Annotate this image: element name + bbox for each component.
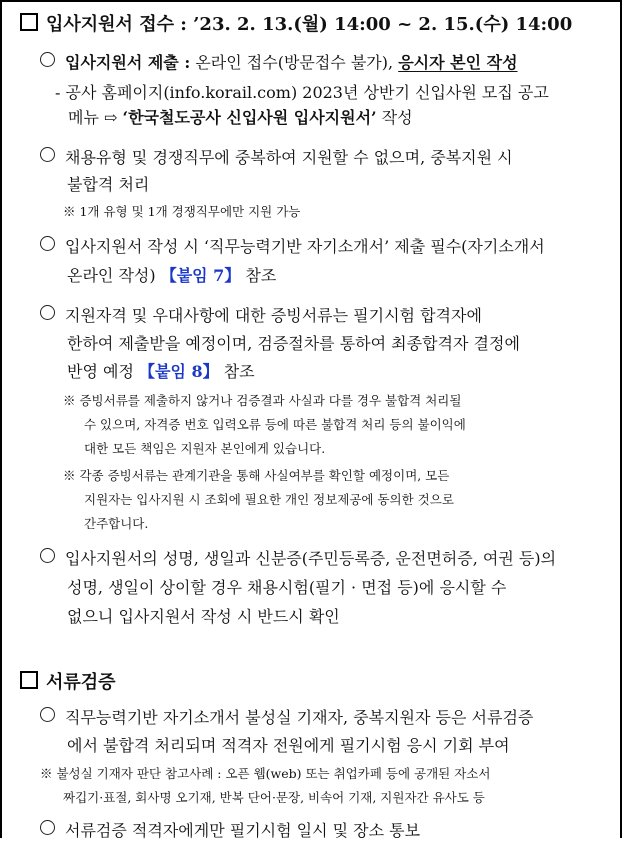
documents-note1-line3: 대한 모든 책임은 지원자 본인에게 있습니다. (84, 441, 326, 456)
documents-note2-line3: 간주합니다. (84, 516, 149, 531)
circle-bullet-icon (40, 52, 55, 67)
duplicate-line2: 불합격 처리 (67, 175, 150, 194)
screening-line2: 에서 불합격 처리되며 적격자 전원에게 필기시험 응시 기회 부여 (67, 736, 510, 755)
circle-bullet-icon (40, 305, 55, 320)
submission-sub-line1: - 공사 홈페이지(info.korail.com) 2023년 상반기 신입사원 모집 공고 (55, 83, 549, 102)
screening-line1: 직무능력기반 자기소개서 불성실 기재자, 중복지원자 등은 서류검증 (65, 708, 534, 727)
checkbox-square-icon (20, 13, 38, 31)
section1-title (20, 10, 572, 36)
documents-line1: 지원자격 및 우대사항에 대한 증빙서류는 필기시험 합격자에 (65, 306, 482, 325)
self-intro-line2 (67, 263, 276, 286)
sub-line2-prefix: 메뉴 ⇨ (68, 108, 123, 127)
documents-note2-line2: 지원자는 입사지원 시 조회에 필요한 개인 정보제공에 동의한 것으로 (84, 492, 454, 507)
screening-note-line1: ※ 불성실 기재자 판단 참고사례 : 오픈 웹(web) 또는 취업카페 등에 공개된 자소서 (40, 766, 491, 781)
documents-note1-line1: ※ 증빙서류를 제출하지 않거나 검증결과 사실과 다를 경우 불합격 처리될 (63, 393, 462, 408)
bullet-submission (40, 50, 518, 73)
submission-emphasis: 응시자 본인 작성 (398, 53, 518, 72)
identity-line2: 성명, 생일이 상이할 경우 채용시험(필기 · 면접 등)에 응시할 수 (67, 578, 507, 597)
notification-line1: 서류검증 적격자에게만 필기시험 일시 및 장소 통보 (65, 821, 421, 840)
bullet-identity (40, 546, 556, 569)
submission-text: 온라인 접수(방문접수 불가), (190, 53, 399, 72)
application-form-name: ‘한국철도공사 신입사원 입사지원서’ (122, 108, 377, 127)
bullet-self-intro (40, 234, 545, 257)
submission-label: 입사지원서 제출 : (65, 53, 191, 72)
self-intro-line2-prefix: 온라인 작성) (67, 266, 161, 285)
circle-bullet-icon (40, 707, 55, 722)
self-intro-line2-suffix: 참조 (240, 266, 277, 285)
circle-bullet-icon (40, 236, 55, 251)
screening-note-line2: 짜깁기·표절, 회사명 오기재, 반복 단어·문장, 비속어 기재, 지원자간 유사도 등 (63, 790, 485, 805)
bullet-duplicate (40, 145, 513, 168)
documents-line3-suffix: 참조 (218, 362, 255, 381)
attachment-8-link: 【붙임 8】 (139, 362, 219, 381)
documents-note1-line2: 수 있으며, 자격증 번호 입력오류 등에 따른 불합격 처리 등의 불이익에 (84, 417, 466, 432)
submission-sub-line2 (68, 105, 413, 128)
circle-bullet-icon (40, 820, 55, 835)
bullet-documents (40, 303, 482, 326)
circle-bullet-icon (40, 548, 55, 563)
documents-line3 (67, 359, 255, 382)
checkbox-square-icon (20, 671, 38, 689)
duplicate-note: ※ 1개 유형 및 1개 경쟁직무에만 지원 가능 (63, 204, 301, 219)
attachment-7-link: 【붙임 7】 (160, 266, 241, 285)
circle-bullet-icon (40, 147, 55, 162)
bullet-screening (40, 705, 533, 728)
documents-note2-line1: ※ 각종 증빙서류는 관계기관을 통해 사실여부를 확인할 예정이며, 모든 (63, 468, 450, 483)
section2-title-text: 서류검증 (46, 672, 116, 693)
documents-line3-prefix: 반영 예정 (67, 362, 139, 381)
self-intro-line1: 입사지원서 작성 시 ‘직무능력기반 자기소개서’ 제출 필수(자기소개서 (65, 237, 545, 256)
documents-line2: 한하여 제출받을 예정이며, 검증절차를 통하여 최종합격자 결정에 (67, 334, 520, 353)
section1-title-text: 입사지원서 접수 : ’23. 2. 13.(월) 14:00 ~ 2. 15.(수) 14:00 (46, 14, 573, 35)
identity-line3: 없으니 입사지원서 작성 시 반드시 확인 (67, 607, 340, 626)
duplicate-line1: 채용유형 및 경쟁직무에 중복하여 지원할 수 없으며, 중복지원 시 (65, 148, 513, 167)
identity-line1: 입사지원서의 성명, 생일과 신분증(주민등록증, 운전면허증, 여권 등)의 (65, 549, 557, 568)
sub-line2-suffix: 작성 (376, 108, 413, 127)
section2-title (20, 668, 116, 694)
